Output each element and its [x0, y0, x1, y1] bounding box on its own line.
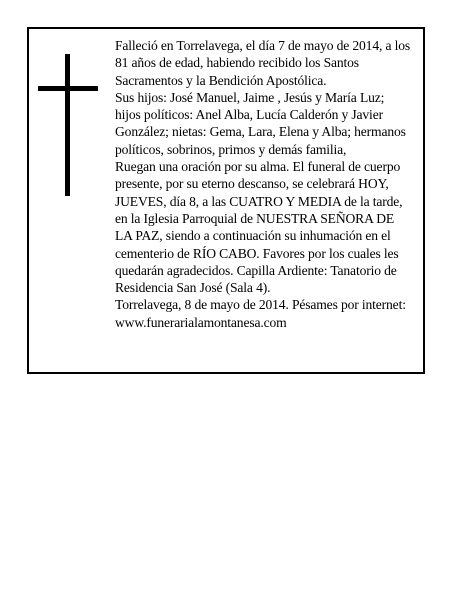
cross-vertical-bar — [65, 54, 70, 196]
cross-horizontal-bar — [38, 86, 98, 91]
obituary-line: González; nietas: Gema, Lara, Elena y Alba; hermanos — [115, 124, 406, 140]
obituary-line: cementerio de RÍO CABO. Favores por los cuales les — [115, 245, 399, 261]
obituary-line: Torrelavega, 8 de mayo de 2014. Pésames por internet: — [115, 297, 406, 313]
obituary-line: en la Iglesia Parroquial de NUESTRA SEÑORA DE — [115, 210, 395, 226]
obituary-line: LA PAZ, siendo a continuación su inhumación en el — [115, 228, 391, 244]
obituary-line: políticos, sobrinos, primos y demás familia, — [115, 141, 347, 157]
obituary-line: hijos políticos: Anel Alba, Lucía Calderón y Javier — [115, 107, 383, 123]
obituary-line: quedarán agradecidos. Capilla Ardiente: Tanatorio de — [115, 262, 397, 278]
obituary-line: Sacramentos y la Bendición Apostólica. — [115, 72, 327, 88]
obituary-line: Falleció en Torrelavega, el día 7 de mayo de 2014, a los — [115, 38, 411, 53]
obituary-line: Residencia San José (Sala 4). — [115, 280, 271, 296]
latin-cross-icon — [38, 54, 98, 196]
obituary-line: JUEVES, día 8, a las CUATRO Y MEDIA de la tarde, — [115, 193, 403, 209]
obituary-website-link: www.funerarialamontanesa.com — [115, 314, 287, 330]
obituary-text — [115, 37, 421, 331]
obituary-line: Ruegan una oración por su alma. El funeral de cuerpo — [115, 159, 401, 175]
obituary-line: presente, por su eterno descanso, se celebrará HOY, — [115, 176, 389, 192]
obituary-line: Sus hijos: José Manuel, Jaime , Jesús y María Luz; — [115, 89, 385, 105]
obituary-line: 81 años de edad, habiendo recibido los Santos — [115, 55, 359, 71]
